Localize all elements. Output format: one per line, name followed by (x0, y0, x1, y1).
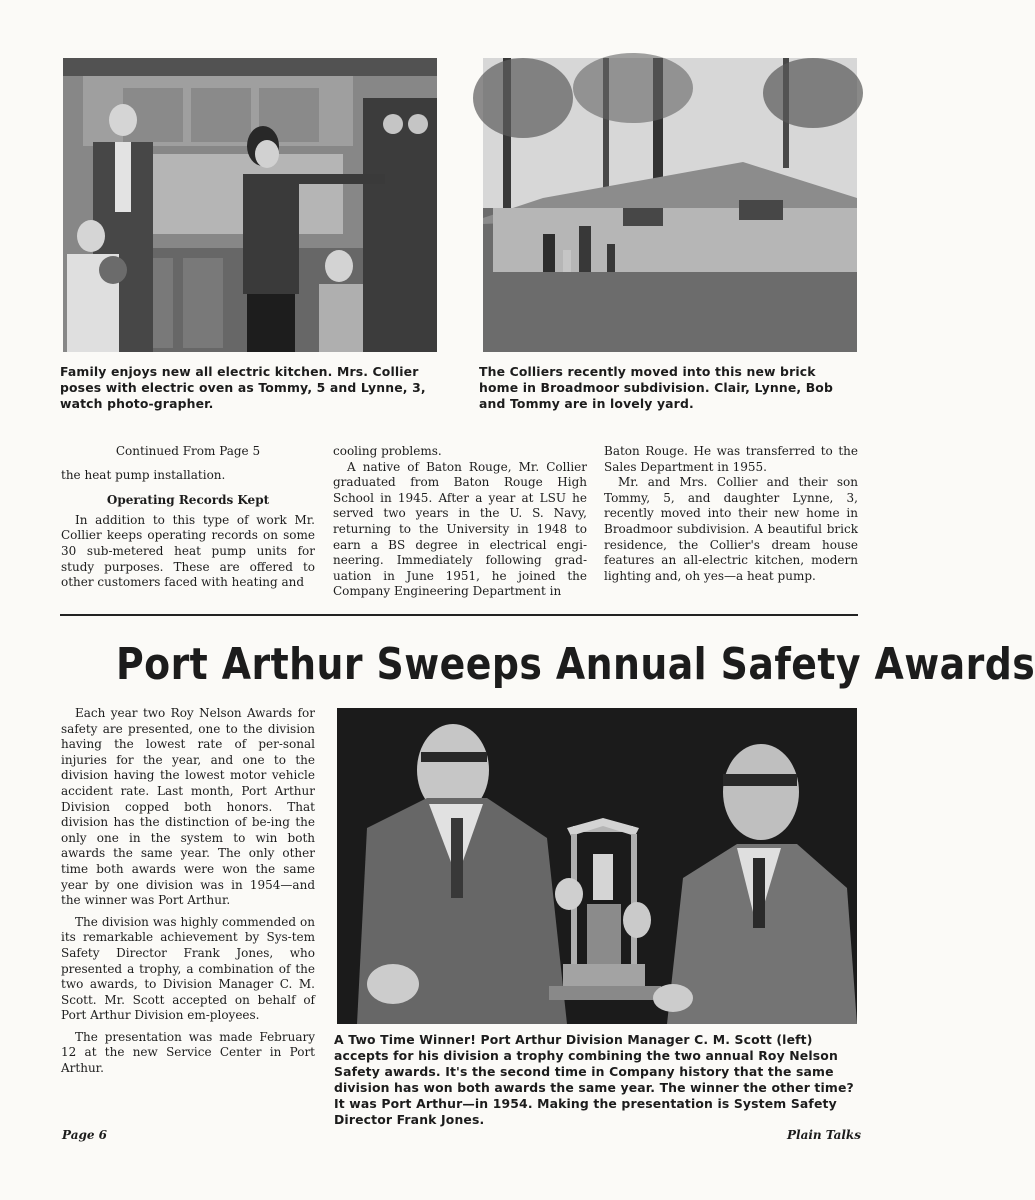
collier-col3-p1: Baton Rouge. He was transferred to the Sales Department in 1955. (604, 444, 858, 474)
safety-article-col (61, 706, 315, 1077)
continued-from-label: Continued From Page 5 (115, 444, 261, 458)
trophy-photo-art (337, 708, 857, 1024)
operating-records-subhead: Operating Records Kept (106, 493, 270, 508)
safety-headline: Port Arthur Sweeps Annual Safety Awards (116, 639, 1035, 690)
trophy-photo (337, 708, 857, 1024)
collier-col1-p1: the heat pump installation. (61, 467, 226, 482)
publication-name: Plain Talks (786, 1128, 861, 1142)
kitchen-photo-art (63, 58, 437, 352)
section-divider (60, 614, 858, 616)
page-number: Page 6 (62, 1128, 108, 1142)
house-photo-caption: The Colliers recently moved into this new brick home in Broadmoor subdivision. Clair, Lynne, Bob and Tommy are in lovely yard. (479, 364, 833, 411)
collier-col2-p2: A native of Baton Rouge, Mr. Collier graduated from Baton Rouge High School in 1945. After a year at LSU he served two years in the U. S. Navy, returning to the University in 1948 to earn a BS degree in electrical engi-neering. Immediately following grad-uation in June 1951, he joined the Company Engineering Department in (333, 459, 587, 599)
kitchen-photo-caption: Family enjoys new all electric kitchen. Mrs. Collier poses with electric oven as Tommy, 5 and Lynne, 3, watch photo-grapher. (60, 364, 426, 411)
collier-article-col1 (61, 444, 315, 591)
collier-col2-p1: cooling problems. (333, 444, 442, 458)
collier-col3-p2: Mr. and Mrs. Collier and their son Tommy, 5, and daughter Lynne, 3, recently moved into their new home in Broadmoor subdivision. A beautiful brick residence, the Collier's dream house features an all-electric kitchen, modern lighting and, oh yes—a heat pump. (604, 475, 858, 583)
trophy-photo-caption: A Two Time Winner! Port Arthur Division Manager C. M. Scott (left) accepts for his division a trophy combining the two annual Roy Nelson Safety awards. It's the second time in Company history that the same division has won both awards the same year. The winner the other time? It was Port Arthur—in 1954. Making the presentation is System Safety Director Frank Jones. (334, 1032, 854, 1127)
safety-p2: The division was highly commended on its remarkable achievement by Sys-tem Safety Director Frank Jones, who presented a trophy, a combination of the two awards, to Division Manager C. M. Scott. Mr. Scott accepted on behalf of Port Arthur Division em-ployees. (61, 914, 315, 1023)
safety-p3: The presentation was made February 12 at the new Service Center in Port Arthur. (61, 1029, 315, 1076)
kitchen-photo (63, 58, 437, 352)
safety-p1: Each year two Roy Nelson Awards for safety are presented, one to the division having the lowest rate of per-sonal injuries for the year, and one to the division having the lowest motor vehicle accident rate. Last month, Port Arthur Division copped both honors. That division has the distinction of be-ing the only one in the system to win both awards the same year. The only other time both awards were won the same year by one division was in 1954—and the winner was Port Arthur. (61, 706, 315, 908)
collier-article-col3 (604, 444, 858, 584)
collier-article-col2 (333, 444, 587, 600)
house-photo-art (483, 58, 857, 352)
house-photo (483, 58, 857, 352)
collier-col1-p2: In addition to this type of work Mr. Collier keeps operating records on some 30 sub-metered heat pump units for study purposes. These are offered to other customers faced with heating and (61, 512, 315, 590)
